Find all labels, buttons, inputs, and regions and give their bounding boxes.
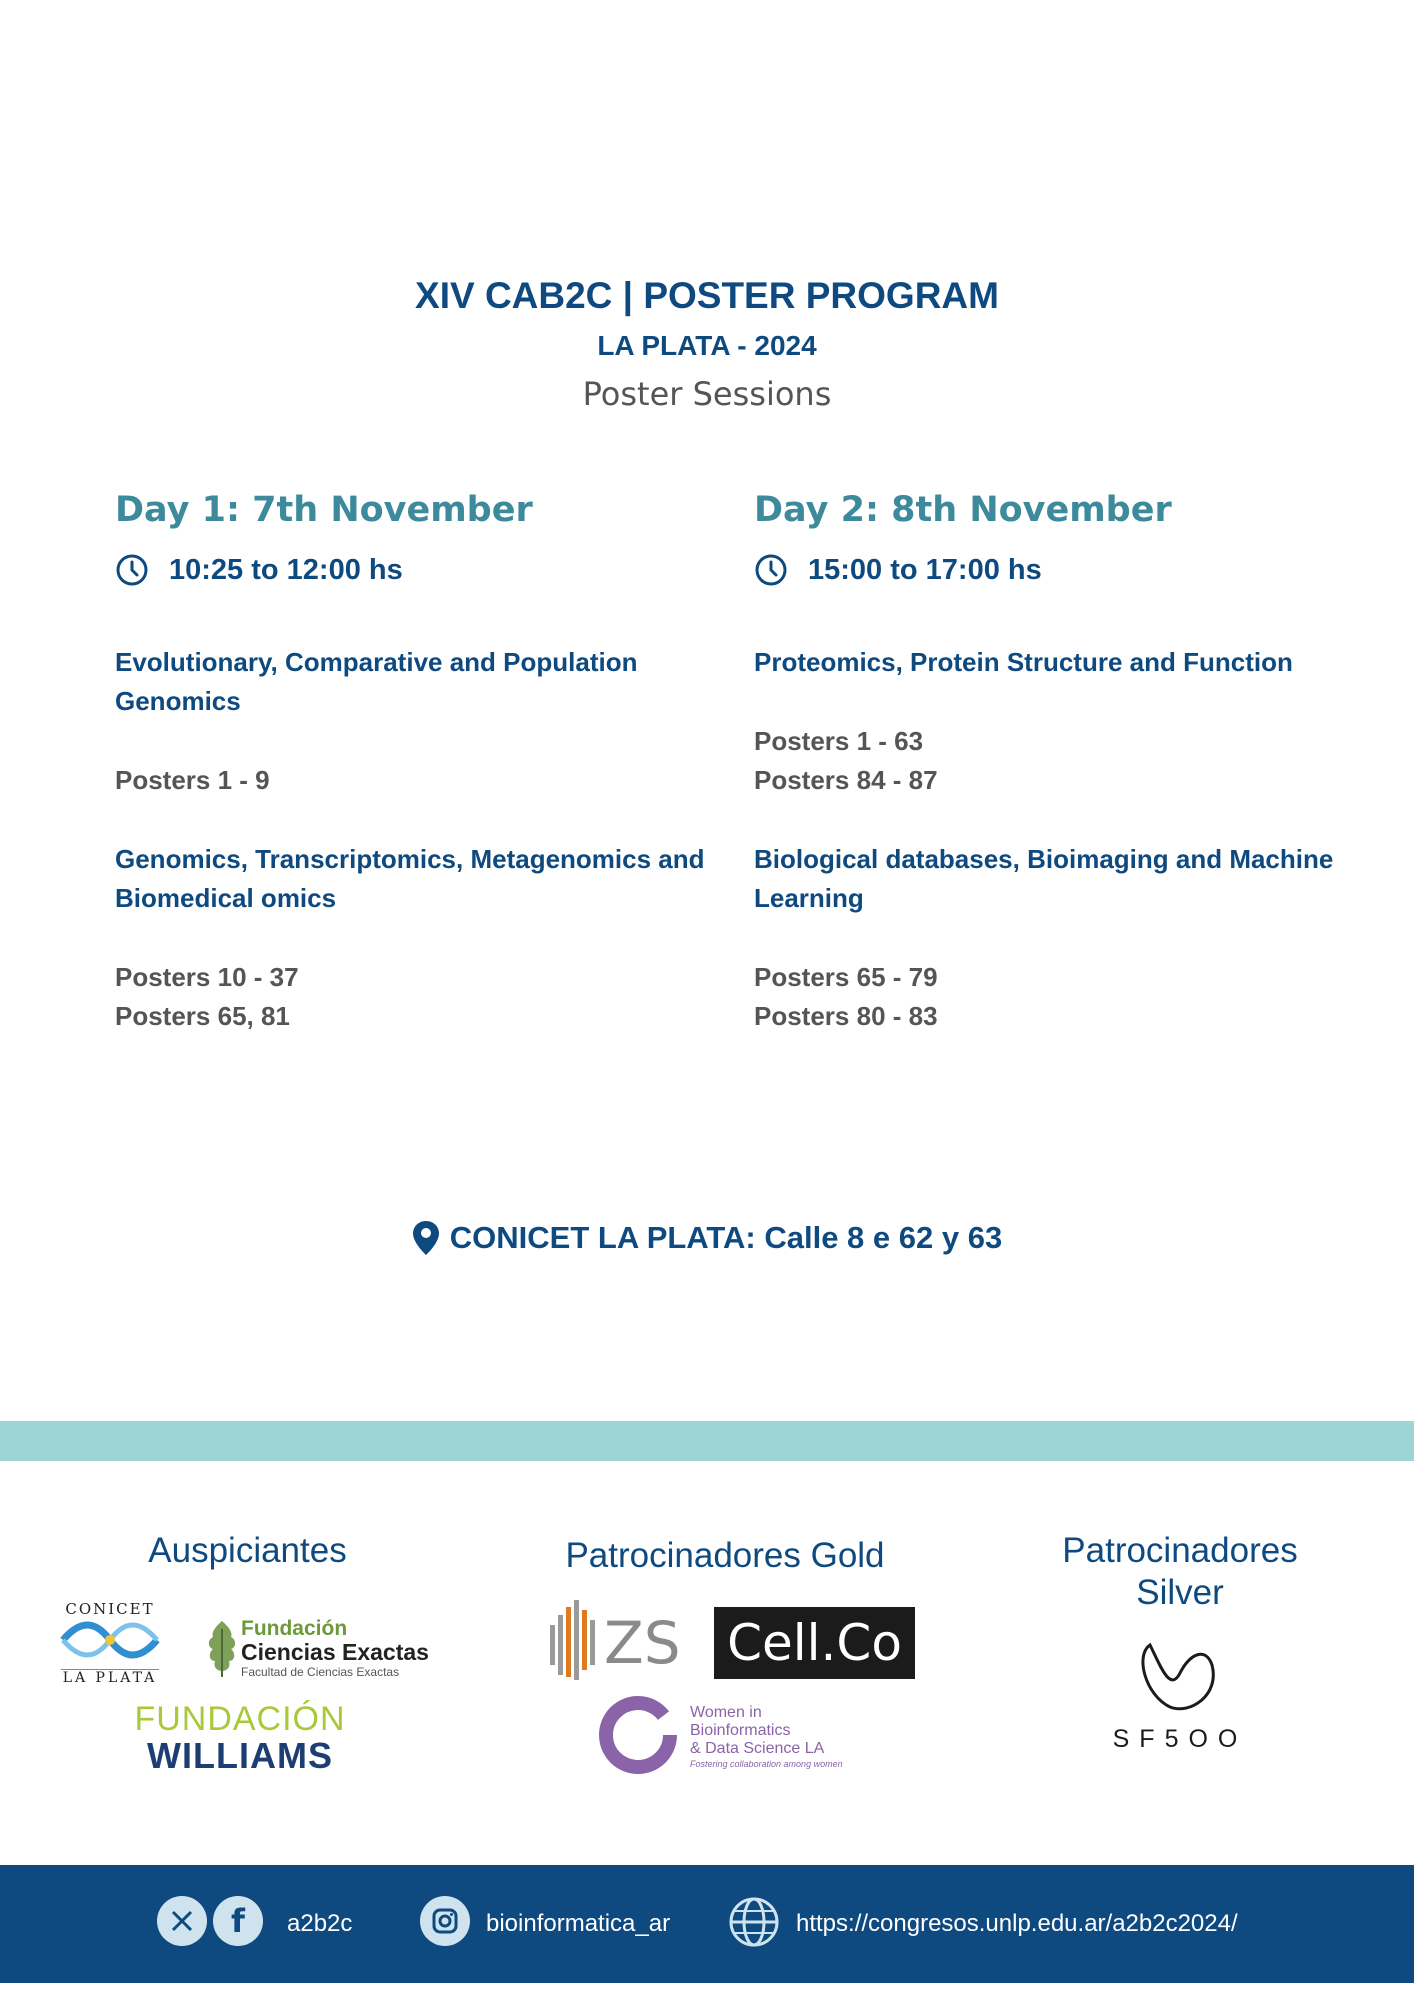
day2-time — [754, 546, 1354, 594]
cellco-text: Cell.Co — [727, 1614, 902, 1672]
sf500-mark-icon — [1130, 1635, 1230, 1715]
gold-heading: Patrocinadores Gold — [565, 1536, 885, 1575]
wib-line2: Bioinformatics — [690, 1722, 791, 1739]
page-title: XIV CAB2C | POSTER PROGRAM — [415, 275, 999, 316]
day1-time-text: 10:25 to 12:00 hs — [169, 553, 403, 586]
facebook-icon[interactable]: f — [213, 1896, 263, 1946]
day2-topic2-posters-0: Posters 65 - 79 — [754, 962, 938, 992]
silver-heading — [1020, 1530, 1340, 1614]
location — [0, 1220, 1414, 1256]
day1-time — [115, 546, 715, 594]
fce-logo — [205, 1617, 445, 1679]
day1-topic2-posters-1: Posters 65, 81 — [115, 1001, 290, 1031]
divider-band — [0, 1421, 1414, 1461]
auspiciantes-heading: Auspiciantes — [148, 1531, 347, 1570]
wib-circle-icon — [595, 1692, 681, 1778]
sf500-logo — [1110, 1635, 1250, 1760]
williams-logo — [130, 1700, 350, 1780]
silver-heading-line1: Patrocinadores — [1062, 1531, 1298, 1570]
wib-logo — [595, 1690, 855, 1780]
williams-line2: WILLIAMS — [147, 1735, 333, 1776]
location-text: CONICET LA PLATA: Calle 8 e 62 y 63 — [449, 1220, 1003, 1255]
fce-line3: Facultad de Ciencias Exactas — [241, 1665, 400, 1679]
conicet-logo-top: CONICET — [65, 1600, 155, 1618]
day2-time-text: 15:00 to 17:00 hs — [808, 553, 1042, 586]
day2-topic1-posters-0: Posters 1 - 63 — [754, 726, 924, 756]
day1-topic1: Evolutionary, Comparative and Population Genomics — [115, 647, 638, 716]
day2-heading: Day 2: 8th November — [754, 490, 1172, 530]
oak-leaf-icon — [205, 1619, 239, 1679]
day2-topic2: Biological databases, Bioimaging and Machine Learning — [754, 844, 1334, 913]
instagram-handle[interactable]: bioinformatica_ar — [486, 1910, 671, 1937]
conicet-wave-icon — [55, 1618, 165, 1662]
day2-topic2-posters-1: Posters 80 - 83 — [754, 1001, 938, 1031]
clock-icon — [115, 553, 149, 587]
day1-topic2-posters-0: Posters 10 - 37 — [115, 962, 299, 992]
fce-line2: Ciencias Exactas — [241, 1639, 429, 1665]
cellco-logo — [714, 1607, 915, 1679]
conicet-logo-bottom: LA PLATA — [62, 1670, 158, 1686]
fce-line1: Fundación — [241, 1617, 348, 1640]
sessions-label: Poster Sessions — [582, 375, 832, 413]
day2-column — [754, 480, 1354, 1040]
conicet-logo — [55, 1600, 165, 1692]
globe-icon[interactable] — [728, 1896, 780, 1948]
instagram-icon[interactable] — [420, 1896, 470, 1946]
clock-icon — [754, 553, 788, 587]
silver-heading-line2: Silver — [1136, 1573, 1224, 1612]
zs-logo — [548, 1595, 681, 1690]
day1-column — [115, 480, 715, 1040]
wib-line1: Women in — [690, 1704, 762, 1721]
day1-heading: Day 1: 7th November — [115, 490, 533, 530]
map-pin-icon — [412, 1220, 440, 1256]
wib-line4: Fostering collaboration among women — [690, 1759, 843, 1769]
day2-topic1-posters-1: Posters 84 - 87 — [754, 765, 938, 795]
sf500-text: SF5OO — [1112, 1725, 1248, 1753]
day1-topic2: Genomics, Transcriptomics, Metagenomics and Biomedical omics — [115, 844, 705, 913]
williams-line1: FUNDACIÓN — [134, 1700, 346, 1738]
website-link[interactable]: https://congresos.unlp.edu.ar/a2b2c2024/ — [796, 1910, 1238, 1937]
page-subtitle: LA PLATA - 2024 — [597, 330, 817, 361]
zs-stripes-icon — [548, 1595, 598, 1690]
wib-line3: & Data Science LA — [690, 1740, 825, 1757]
twitter-handle[interactable]: a2b2c — [287, 1910, 353, 1937]
zs-text: ZS — [604, 1609, 681, 1677]
day2-topic1: Proteomics, Protein Structure and Function — [754, 647, 1293, 677]
twitter-x-icon[interactable] — [157, 1896, 207, 1946]
day1-topic1-posters-0: Posters 1 - 9 — [115, 765, 270, 795]
footer — [0, 1865, 1414, 1983]
